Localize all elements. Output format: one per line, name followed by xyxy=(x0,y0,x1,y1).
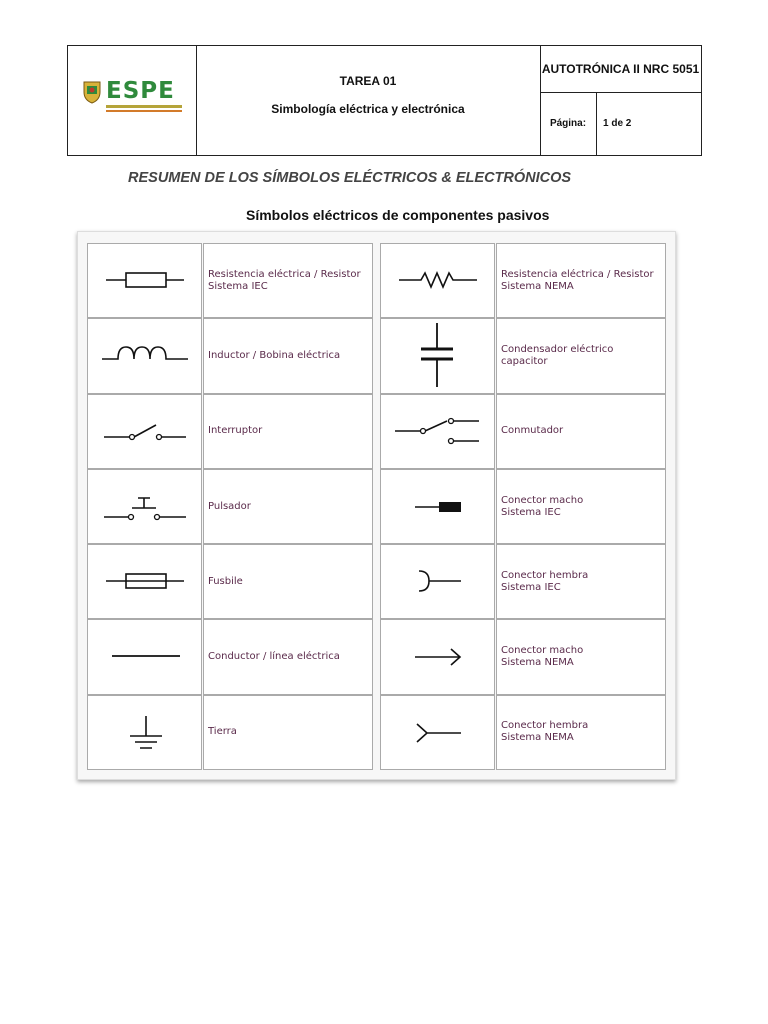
symbol-system: Sistema IEC xyxy=(501,506,561,518)
symbol-cell xyxy=(87,318,202,393)
symbol-cell xyxy=(87,619,202,694)
symbol-cell xyxy=(87,243,202,318)
conductor-icon xyxy=(88,620,201,693)
symbol-name: Resistencia eléctrica / Resistor xyxy=(501,268,654,280)
symbols-table xyxy=(77,231,676,780)
info-cell xyxy=(540,46,701,155)
page-label: Página: xyxy=(540,92,597,155)
fuse-icon xyxy=(88,545,201,618)
logo-tagline-bar-2 xyxy=(106,110,182,112)
table-row xyxy=(380,695,666,770)
switch-icon xyxy=(88,395,201,468)
table-row xyxy=(87,243,373,318)
symbol-name: Inductor / Bobina eléctrica xyxy=(208,349,341,361)
symbol-name: Conector hembra xyxy=(501,720,589,732)
symbol-label-cell xyxy=(496,544,666,619)
symbol-system: Sistema IEC xyxy=(208,280,268,292)
table-row xyxy=(380,619,666,694)
symbol-system: Sistema IEC xyxy=(501,581,561,593)
ground-icon xyxy=(88,696,201,769)
table-row xyxy=(380,469,666,544)
symbol-system: Sistema NEMA xyxy=(501,657,574,669)
table-row xyxy=(380,318,666,393)
female-connector-nema-icon xyxy=(381,696,494,769)
document-header xyxy=(67,45,702,156)
capacitor-icon xyxy=(381,319,494,392)
symbol-label-cell xyxy=(496,243,666,318)
logo-cell xyxy=(68,46,197,155)
symbol-cell xyxy=(87,394,202,469)
symbol-name: Conector hembra xyxy=(501,569,589,581)
symbol-system: Sistema NEMA xyxy=(501,732,574,744)
document-title: RESUMEN DE LOS SÍMBOLOS ELÉCTRICOS & ELECTRÓNICOS xyxy=(128,170,572,186)
espe-logo xyxy=(80,78,186,108)
changeover-switch-icon xyxy=(381,395,494,468)
symbol-name: Pulsador xyxy=(208,500,251,512)
inductor-icon xyxy=(88,319,201,392)
resistor-nema-icon xyxy=(381,244,494,317)
female-connector-iec-icon xyxy=(381,545,494,618)
symbol-system: capacitor xyxy=(501,355,548,367)
section-title: Símbolos eléctricos de componentes pasivos xyxy=(246,207,550,223)
symbol-cell xyxy=(380,469,495,544)
symbol-cell xyxy=(380,619,495,694)
subject-label: Simbología eléctrica y electrónica xyxy=(271,102,465,116)
symbol-name: Resistencia eléctrica / Resistor xyxy=(208,268,361,280)
logo-tagline-bar xyxy=(106,105,182,108)
symbol-label-cell xyxy=(496,695,666,770)
symbol-label-cell xyxy=(203,469,373,544)
course-label: AUTOTRÓNICA II NRC 5051 xyxy=(540,46,701,93)
symbol-label-cell xyxy=(203,318,373,393)
push-button-icon xyxy=(88,470,201,543)
table-row xyxy=(87,544,373,619)
symbol-label-cell xyxy=(203,243,373,318)
symbol-cell xyxy=(380,394,495,469)
table-row xyxy=(380,544,666,619)
symbol-name: Conductor / línea eléctrica xyxy=(208,651,340,663)
symbol-cell xyxy=(380,544,495,619)
symbol-name: Condensador eléctrico xyxy=(501,343,614,355)
symbol-name: Fusbile xyxy=(208,575,243,587)
symbol-cell xyxy=(380,318,495,393)
table-row xyxy=(87,394,373,469)
table-row xyxy=(380,394,666,469)
symbol-cell xyxy=(380,695,495,770)
symbol-label-cell xyxy=(496,318,666,393)
symbols-column-left xyxy=(87,243,373,770)
symbol-name: Conector macho xyxy=(501,645,584,657)
table-row xyxy=(87,318,373,393)
male-connector-nema-icon xyxy=(381,620,494,693)
shield-emblem-icon xyxy=(82,80,102,104)
symbols-column-right xyxy=(380,243,666,770)
symbol-cell xyxy=(87,544,202,619)
symbol-label-cell xyxy=(496,469,666,544)
symbol-system: Sistema NEMA xyxy=(501,280,574,292)
symbol-name: Interruptor xyxy=(208,425,263,437)
symbol-label-cell xyxy=(496,619,666,694)
table-row xyxy=(87,619,373,694)
symbol-cell xyxy=(87,695,202,770)
male-connector-iec-icon xyxy=(381,470,494,543)
symbol-name: Conmutador xyxy=(501,425,564,437)
symbol-label-cell xyxy=(203,394,373,469)
page-number: 1 de 2 xyxy=(603,118,632,129)
table-row xyxy=(87,695,373,770)
symbol-label-cell xyxy=(203,695,373,770)
symbol-name: Tierra xyxy=(208,726,237,738)
symbol-cell xyxy=(380,243,495,318)
symbol-label-cell xyxy=(496,394,666,469)
symbol-cell xyxy=(87,469,202,544)
symbol-name: Conector macho xyxy=(501,494,584,506)
table-row xyxy=(380,243,666,318)
task-label: TAREA 01 xyxy=(339,74,397,88)
logo-wordmark: ESPE xyxy=(106,78,175,104)
resistor-iec-icon xyxy=(88,244,201,317)
symbol-label-cell xyxy=(203,619,373,694)
title-cell xyxy=(196,46,541,155)
symbol-label-cell xyxy=(203,544,373,619)
table-row xyxy=(87,469,373,544)
